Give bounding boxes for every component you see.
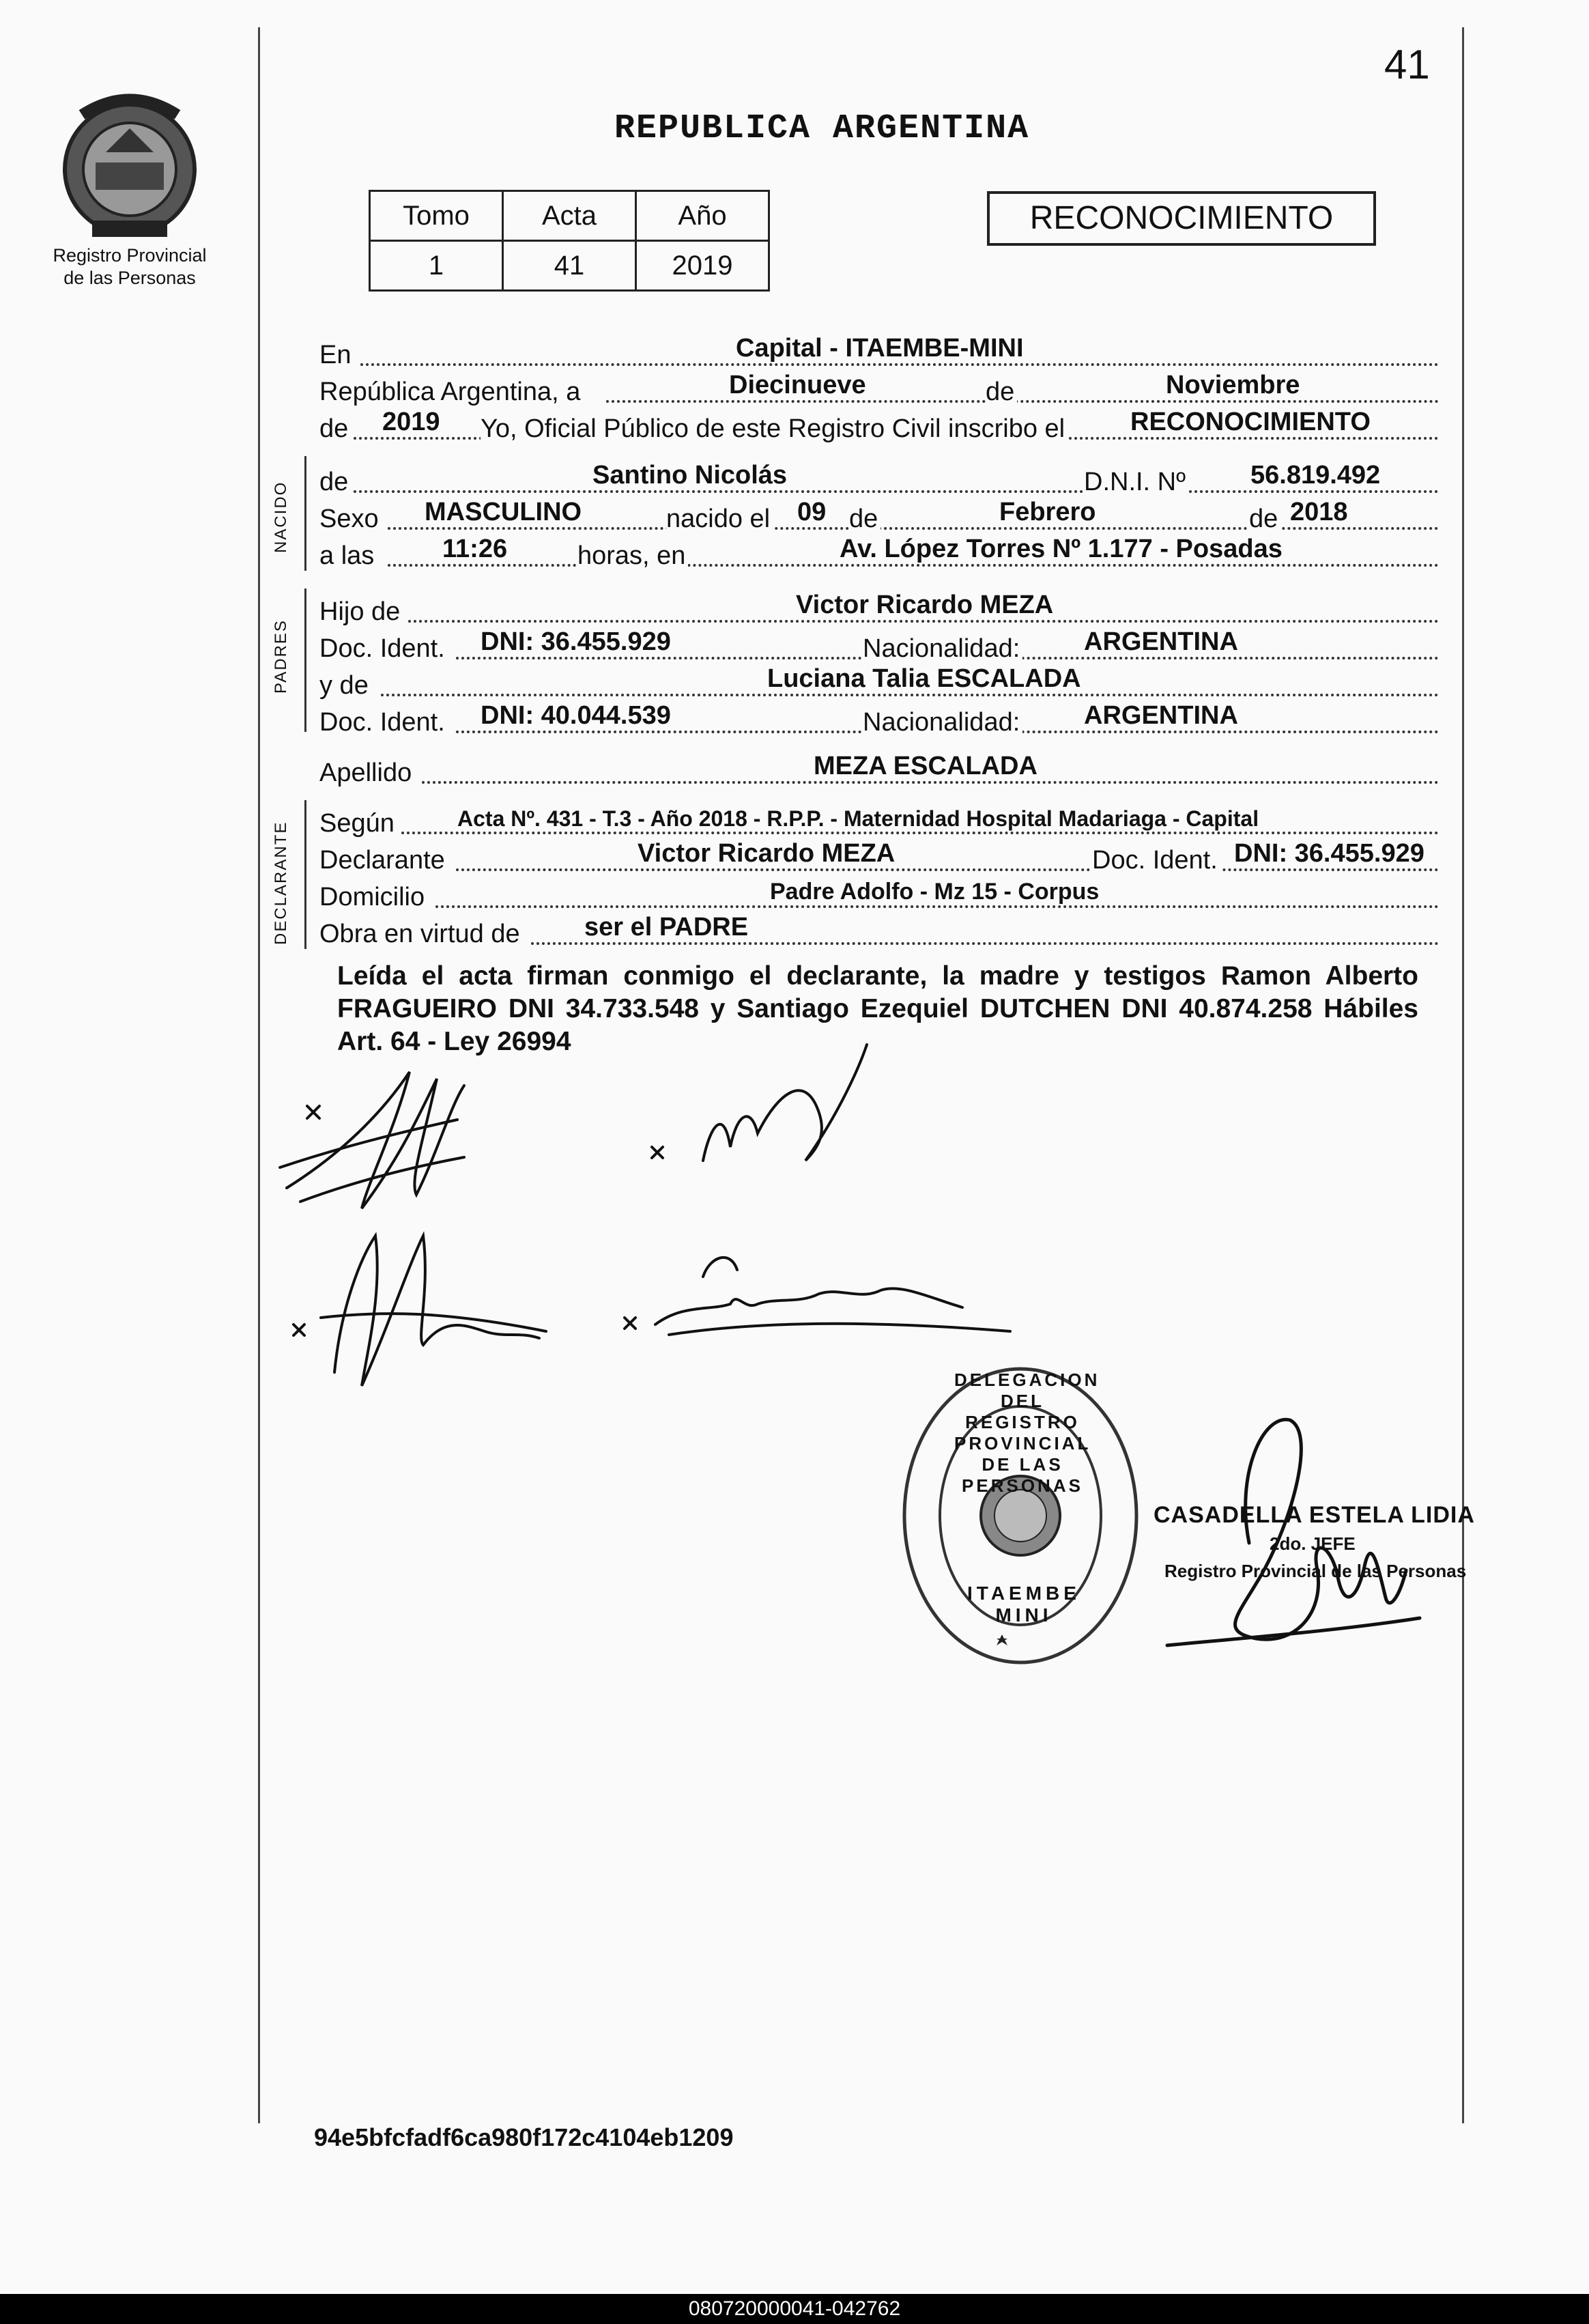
label-domicilio: Domicilio (319, 883, 427, 912)
label-de-year: de (319, 414, 351, 444)
dotted-line (435, 905, 1439, 908)
act-type-box: RECONOCIMIENTO (987, 191, 1376, 246)
row-padre (319, 591, 1439, 629)
value-padre: Victor Ricardo MEZA (796, 591, 1054, 619)
official-name: CASADELLA ESTELA LIDIA (1154, 1502, 1475, 1528)
row-madre-doc (319, 702, 1439, 740)
value-apellido: MEZA ESCALADA (814, 752, 1037, 780)
label-segun: Según (319, 809, 397, 838)
page-number: 41 (1384, 42, 1430, 87)
bracket-declarante (304, 800, 306, 949)
dotted-line (422, 781, 1439, 784)
province-logo (41, 87, 218, 289)
row-anio-acto (319, 408, 1439, 447)
official-registry: Registro Provincial de las Personas (1164, 1561, 1467, 1581)
right-margin-line (1462, 27, 1464, 2123)
dotted-line (401, 832, 1439, 834)
tomo-acta-anio-table (369, 190, 770, 292)
value-nombre: Santino Nicolás (592, 461, 788, 490)
label-hijo-de: Hijo de (319, 597, 403, 627)
value-mes: Noviembre (1166, 371, 1300, 399)
label-nacionalidad: Nacionalidad: (863, 708, 1022, 737)
row-en (319, 335, 1439, 373)
dotted-line (354, 490, 1439, 493)
value-lugar: Capital - ITAEMBE-MINI (736, 334, 1024, 363)
label-en: En (319, 341, 354, 370)
dotted-line (381, 694, 1439, 696)
side-label-declarante: DECLARANTE (272, 821, 290, 945)
value-madre-dni: DNI: 40.044.539 (481, 701, 671, 730)
label-republica: República Argentina, a (319, 378, 583, 407)
value-domicilio: Padre Adolfo - Mz 15 - Corpus (770, 879, 1100, 905)
document-title: REPUBLICA ARGENTINA (614, 109, 1030, 148)
label-nacido-el: nacido el (666, 505, 773, 534)
label-apellido: Apellido (319, 759, 414, 788)
value-obra: ser el PADRE (584, 913, 749, 941)
table-header-cell: Tomo (370, 191, 503, 241)
table-header-cell: Año (636, 191, 769, 241)
label-de-mes-nac: de (849, 505, 881, 534)
label-de-anio-nac: de (1249, 505, 1280, 534)
closing-text: Leída el acta firman conmigo el declarante, la madre y testigos Ramon Alberto FRAGUEIRO DNI 34.733.548 y Santiago Ezequiel DUTCHEN DNI 40.874.258 Hábiles Art. 64 - Ley 26994 (337, 961, 1418, 1056)
table-header-cell: Acta (503, 191, 636, 241)
bracket-padres (304, 589, 306, 732)
value-madre-nac: ARGENTINA (1084, 701, 1238, 730)
label-horas-en: horas, en (577, 541, 688, 571)
row-apellido (319, 752, 1439, 791)
row-madre (319, 665, 1439, 703)
label-obra: Obra en virtud de (319, 920, 523, 949)
table-value-row (370, 241, 769, 291)
dotted-line (606, 400, 1439, 403)
logo-caption-line2: de las Personas (63, 268, 196, 288)
label-doc-ident: Doc. Ident. (319, 634, 448, 664)
value-anio: 2019 (382, 408, 440, 436)
value-lugar-nac: Av. López Torres Nº 1.177 - Posadas (840, 535, 1283, 563)
label-de-mes: de (986, 378, 1017, 407)
dotted-line (531, 942, 1439, 945)
province-seal-icon (55, 87, 205, 244)
dotted-line (388, 527, 1439, 530)
footer-code: 080720000041-042762 (688, 2297, 901, 2320)
value-anio-nac: 2018 (1290, 498, 1348, 526)
row-declarante (319, 840, 1439, 878)
label-sexo: Sexo (319, 505, 382, 534)
value-dni: 56.819.492 (1250, 461, 1381, 490)
dotted-line (360, 363, 1439, 366)
row-nombre (319, 462, 1439, 500)
dotted-line (408, 620, 1439, 623)
document-hash: 94e5bfcfadf6ca980f172c4104eb1209 (314, 2123, 734, 2151)
label-a-las: a las (319, 541, 377, 571)
row-domicilio (319, 877, 1439, 915)
row-hora-lugar (319, 535, 1439, 573)
value-acto: RECONOCIMIENTO (1130, 408, 1371, 436)
label-yo: Yo, Oficial Público de este Registro Civil inscribo el (481, 414, 1068, 444)
row-segun (319, 803, 1439, 841)
value-mes-nac: Febrero (999, 498, 1096, 526)
side-label-nacido: NACIDO (272, 481, 290, 553)
value-dia: Diecinueve (729, 371, 866, 399)
value-sexo: MASCULINO (425, 498, 582, 526)
stamp-ring-text: DELEGACION DEL REGISTRO PROVINCIAL DE LAS PERSONAS (954, 1370, 1100, 1496)
label-doc-ident: Doc. Ident. (319, 708, 448, 737)
bracket-nacido (304, 456, 306, 571)
value-madre: Luciana Talia ESCALADA (767, 664, 1081, 693)
footer-bar (0, 2294, 1589, 2324)
label-declarante: Declarante (319, 846, 448, 875)
label-y-de: y de (319, 671, 371, 700)
value-hora: 11:26 (442, 535, 508, 563)
table-cell: 2019 (636, 241, 769, 291)
official-signature (1154, 1393, 1440, 1666)
label-de-nombre: de (319, 468, 351, 497)
row-padre-doc (319, 628, 1439, 666)
dotted-line (388, 564, 1439, 567)
side-label-padres: PADRES (272, 619, 290, 694)
table-cell: 1 (370, 241, 503, 291)
row-obra (319, 913, 1439, 952)
value-segun: Acta Nº. 431 - T.3 - Año 2018 - R.P.P. - Maternidad Hospital Madariaga - Capital (457, 806, 1259, 831)
logo-caption-line1: Registro Provincial (53, 245, 207, 266)
dotted-line (456, 868, 1439, 871)
table-cell: 41 (503, 241, 636, 291)
row-sexo (319, 498, 1439, 537)
value-dia-nac: 09 (797, 498, 827, 526)
value-padre-dni: DNI: 36.455.929 (481, 627, 671, 656)
value-declarante-dni: DNI: 36.455.929 (1234, 839, 1425, 868)
official-title: 2do. JEFE (1270, 1533, 1356, 1554)
value-declarante: Victor Ricardo MEZA (638, 839, 896, 868)
label-doc-ident: Doc. Ident. (1092, 846, 1220, 875)
label-nacionalidad: Nacionalidad: (863, 634, 1022, 664)
stamp-inner-text: ITAEMBE MINI (967, 1583, 1080, 1626)
label-dni-no: D.N.I. Nº (1084, 468, 1188, 497)
value-padre-nac: ARGENTINA (1084, 627, 1238, 656)
row-fecha (319, 371, 1439, 410)
table-header-row (370, 191, 769, 241)
logo-caption (41, 244, 218, 289)
